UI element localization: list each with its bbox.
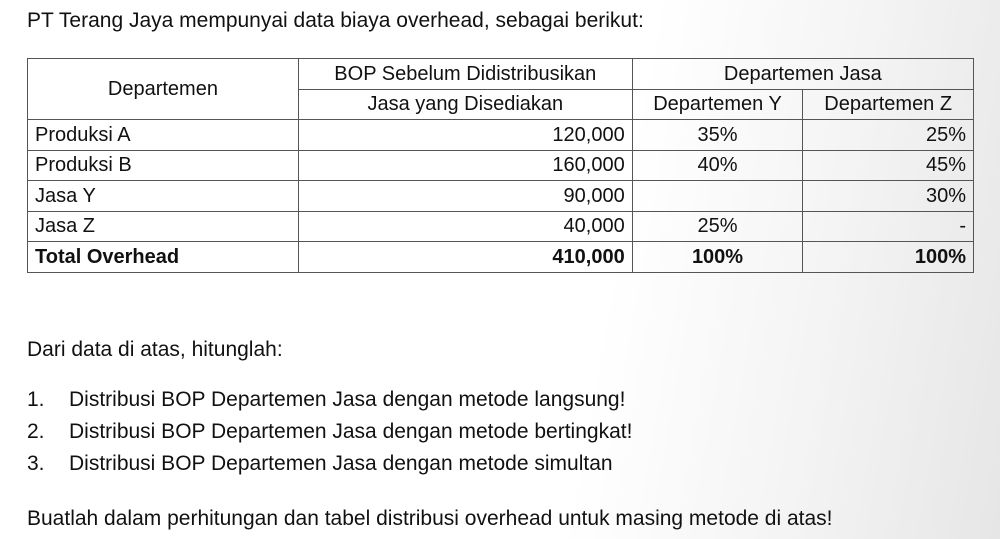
total-bop: 410,000 (298, 242, 632, 273)
list-item (27, 448, 632, 480)
table-row (28, 181, 974, 212)
row-bop: 90,000 (298, 181, 632, 212)
row-name: Jasa Z (28, 211, 299, 242)
table-row (28, 211, 974, 242)
header-dept-z: Departemen Z (803, 89, 974, 120)
intro-text: PT Terang Jaya mempunyai data biaya overhead, sebagai berikut: (27, 9, 644, 32)
list-item-text: Distribusi BOP Departemen Jasa dengan metode bertingkat! (69, 420, 633, 443)
row-dept-z: 30% (803, 181, 974, 212)
table-header-row (28, 59, 974, 90)
row-bop: 160,000 (298, 150, 632, 181)
header-departemen: Departemen (28, 59, 299, 120)
closing-instruction: Buatlah dalam perhitungan dan tabel distribusi overhead untuk masing metode di atas! (27, 507, 833, 530)
list-item-text: Distribusi BOP Departemen Jasa dengan metode langsung! (69, 388, 626, 411)
row-dept-y (632, 181, 803, 212)
row-bop: 40,000 (298, 211, 632, 242)
question-lead: Dari data di atas, hitunglah: (27, 338, 283, 361)
row-name: Jasa Y (28, 181, 299, 212)
list-item-number: 2. (27, 420, 45, 443)
row-dept-y: 25% (632, 211, 803, 242)
header-dept-y: Departemen Y (632, 89, 803, 120)
total-dept-y: 100% (632, 242, 803, 273)
total-dept-z: 100% (803, 242, 974, 273)
row-name: Produksi B (28, 150, 299, 181)
list-item (27, 416, 632, 448)
row-dept-z: 25% (803, 120, 974, 151)
header-jasa-group: Departemen Jasa (632, 59, 973, 90)
row-dept-y: 40% (632, 150, 803, 181)
row-bop: 120,000 (298, 120, 632, 151)
task-list (27, 384, 632, 480)
list-item-text: Distribusi BOP Departemen Jasa dengan metode simultan (69, 452, 613, 475)
table-row (28, 120, 974, 151)
total-name: Total Overhead (28, 242, 299, 273)
row-dept-z: - (803, 211, 974, 242)
list-item-number: 1. (27, 388, 45, 411)
row-dept-y: 35% (632, 120, 803, 151)
header-bop-line1: BOP Sebelum Didistribusikan (298, 59, 632, 90)
overhead-table (27, 58, 974, 273)
row-name: Produksi A (28, 120, 299, 151)
table-total-row (28, 242, 974, 273)
row-dept-z: 45% (803, 150, 974, 181)
list-item (27, 384, 632, 416)
header-bop-line2: Jasa yang Disediakan (298, 89, 632, 120)
table-row (28, 150, 974, 181)
list-item-number: 3. (27, 452, 45, 475)
